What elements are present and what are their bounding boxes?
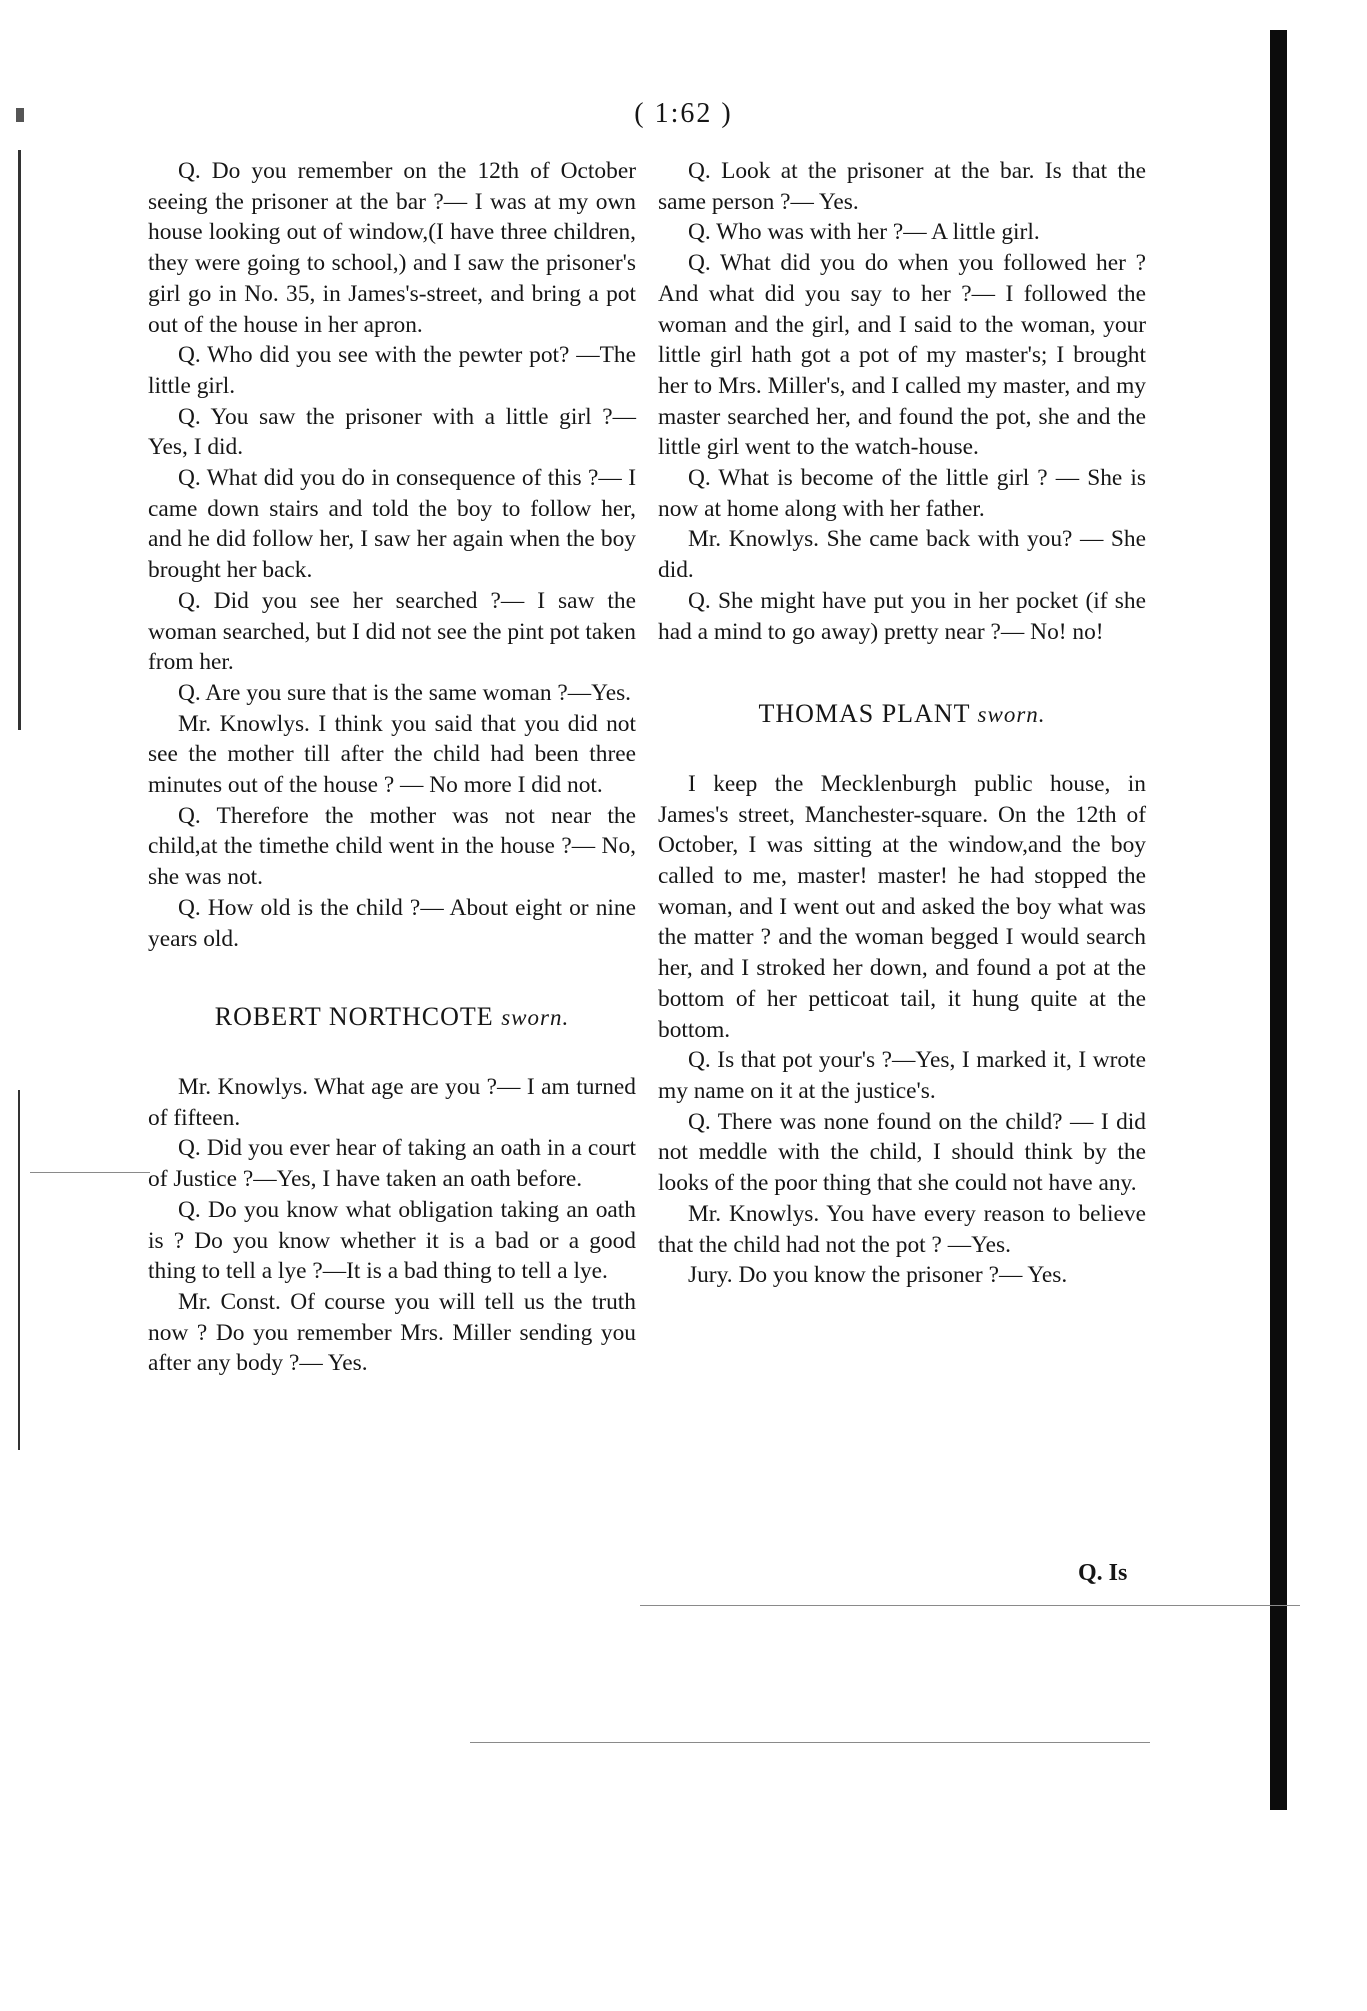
paragraph: Mr. Knowlys. I think you said that you did not see the mother till after the child had been three minutes out of the house ? — No more I did not. bbox=[148, 710, 636, 799]
paragraph: Jury. Do you know the prisoner ?— Yes. bbox=[688, 1262, 1068, 1289]
right-column bbox=[658, 156, 1146, 1291]
witness-heading bbox=[658, 699, 1146, 731]
binding-shadow bbox=[1270, 30, 1287, 1810]
left-column bbox=[148, 156, 636, 1379]
paragraph: Q. Who did you see with the pewter pot? —The little girl. bbox=[148, 342, 636, 399]
paragraph: Q. Therefore the mother was not near the child,at the timethe child went in the house ?— No, she was not. bbox=[148, 802, 636, 891]
stray-rule bbox=[470, 1742, 1150, 1743]
paragraph: Q. Is that pot your's ?—Yes, I marked it, I wrote my name on it at the justice's. bbox=[658, 1047, 1146, 1104]
sworn-label: sworn. bbox=[977, 702, 1046, 728]
paragraph: Q. Do you remember on the 12th of October seeing the prisoner at the bar ?— I was at my own house looking out of window,(I have three children, they were going to school,) and I saw the prisoner's girl go in No. 35, in James's-street, and bring a pot out of the house in her apron. bbox=[148, 158, 636, 338]
left-margin-rule bbox=[18, 150, 21, 730]
paragraph: Mr. Const. Of course you will tell us the truth now ? Do you remember Mrs. Miller sending you after any body ?— Yes. bbox=[148, 1288, 636, 1377]
paragraph: Q. How old is the child ?— About eight or nine years old. bbox=[148, 894, 636, 952]
paragraph: Mr. Knowlys. What age are you ?— I am turned of fifteen. bbox=[148, 1073, 636, 1131]
paragraph: Q. Did you ever hear of taking an oath in a court of Justice ?—Yes, I have taken an oath before. bbox=[148, 1135, 636, 1193]
paragraph: Q. There was none found on the child? — I did not meddle with the child, I should think by the looks of the poor thing that she could not have any. bbox=[658, 1108, 1146, 1197]
paragraph: Q. Did you see her searched ?— I saw the woman searched, but I did not see the pint pot taken from her. bbox=[148, 587, 636, 676]
paragraph: Q. She might have put you in her pocket (if she had a mind to go away) pretty near ?— No! no! bbox=[658, 587, 1146, 645]
paragraph: Q. Are you sure that is the same woman ?—Yes. bbox=[178, 679, 632, 706]
paragraph: Mr. Knowlys. She came back with you? — She did. bbox=[658, 526, 1146, 584]
paragraph: Q. Do you know what obligation taking an oath is ? Do you know whether it is a bad or a good thing to tell a lye ?—It is a bad thing to tell a lye. bbox=[148, 1196, 636, 1285]
paragraph: Q. You saw the prisoner with a little girl ?— Yes, I did. bbox=[148, 403, 636, 461]
paragraph: Q. What did you do when you followed her ? And what did you say to her ?— I followed the woman and the girl, and I said to the woman, your little girl hath got a pot of my master's; I brought her to Mrs. Miller's, and I called my master, and my master searched her, and found the pot, she and the little girl went to the watch-house. bbox=[658, 250, 1146, 461]
witness-name: THOMAS PLANT bbox=[758, 699, 971, 729]
paragraph: Q. What is become of the little girl ? — She is now at home along with her father. bbox=[658, 465, 1146, 522]
witness-heading bbox=[148, 1002, 636, 1034]
stray-rule bbox=[30, 1172, 150, 1173]
paragraph: Mr. Knowlys. You have every reason to believe that the child had not the pot ? —Yes. bbox=[658, 1200, 1146, 1258]
stray-rule bbox=[640, 1605, 1300, 1606]
page-number: ( 1:62 ) bbox=[634, 98, 733, 129]
witness-name: ROBERT NORTHCOTE bbox=[214, 1002, 494, 1032]
sworn-label: sworn. bbox=[501, 1005, 570, 1031]
catchword: Q. Is bbox=[1078, 1560, 1128, 1586]
paragraph: Q. Who was with her ?— A little girl. bbox=[688, 219, 1040, 246]
paragraph: Q. Look at the prisoner at the bar. Is that the same person ?— Yes. bbox=[658, 158, 1146, 215]
paragraph: I keep the Mecklenburgh public house, in James's street, Manchester-square. On the 12th of October, I was sitting at the window,and the boy called to me, master! master! he had stopped the woman, and I went out and asked the boy what was the matter ? and the woman begged I would search her, and I stroked her down, and found a pot at the bottom of her petticoat tail, it hung quite at the bottom. bbox=[658, 770, 1146, 1043]
paragraph: Q. What did you do in consequence of this ?— I came down stairs and told the boy to follow her, and he did follow her, I saw her again when the boy brought her back. bbox=[148, 465, 636, 584]
left-margin-rule-lower bbox=[18, 1090, 20, 1450]
